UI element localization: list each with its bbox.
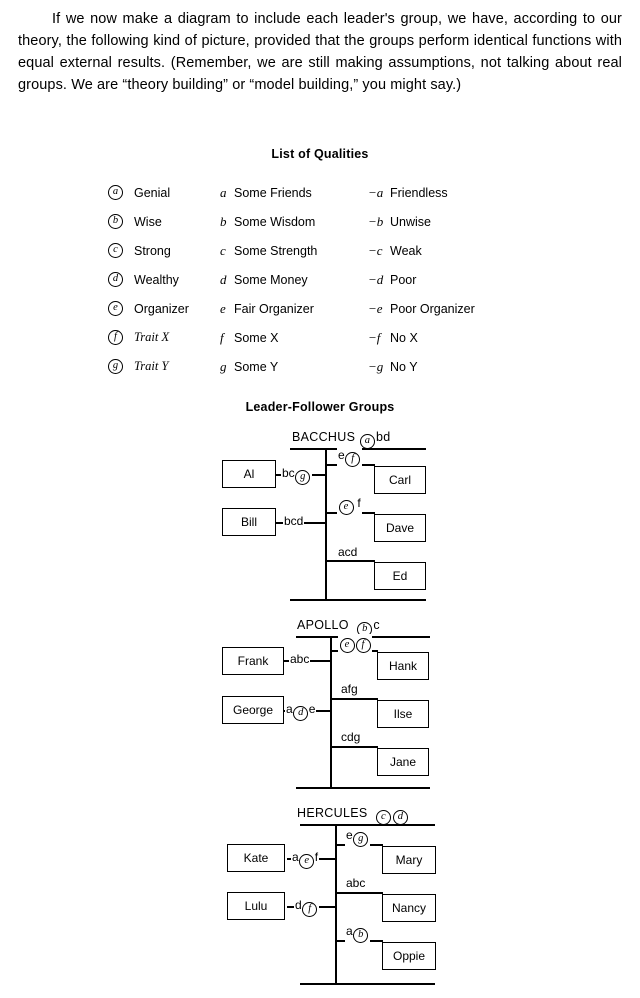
edge-label: acd xyxy=(338,545,358,559)
qualities-cell-positive xyxy=(220,243,368,259)
member-box: Bill xyxy=(222,508,276,536)
qualities-cell-circle xyxy=(108,214,220,229)
member-box: George xyxy=(222,696,284,724)
circled-letter-icon: b xyxy=(357,622,372,637)
edge-code-plain-2: e xyxy=(308,702,316,716)
qualities-trait-label: Genial xyxy=(134,185,171,200)
qualities-cell-negative xyxy=(368,243,528,259)
qualities-cell-negative xyxy=(368,359,528,375)
quality-negative-letter: −a xyxy=(368,184,384,200)
quality-negative-letter: −c xyxy=(368,242,383,258)
circled-letter-icon: g xyxy=(108,359,123,374)
edge-code-plain: bc xyxy=(282,466,295,480)
quality-negative-label: Poor xyxy=(390,272,417,287)
qualities-table xyxy=(108,178,538,381)
qualities-cell-circle xyxy=(108,243,220,258)
group-diagram-hercules xyxy=(0,806,640,986)
member-box: Jane xyxy=(377,748,429,776)
spine-line xyxy=(330,636,332,788)
groups-heading: Leader-Follower Groups xyxy=(245,400,395,414)
member-box: Nancy xyxy=(382,894,436,922)
qualities-cell-positive xyxy=(220,214,368,230)
quality-letter: f xyxy=(220,329,224,345)
group-diagram-bacchus xyxy=(0,430,640,600)
quality-letter: e xyxy=(220,300,226,316)
circled-letter-icon: c xyxy=(376,810,391,825)
edge-code-plain: d xyxy=(295,898,302,912)
qualities-row xyxy=(108,207,538,236)
qualities-cell-negative xyxy=(368,185,528,201)
qualities-trait-label: Wise xyxy=(134,214,162,229)
group-code-plain: bd xyxy=(376,430,391,444)
circled-letter-icon: f xyxy=(345,452,360,467)
edge-code-plain-2: f xyxy=(314,850,319,864)
member-box: Ed xyxy=(374,562,426,590)
quality-negative-letter: −b xyxy=(368,213,384,229)
spine-line xyxy=(335,824,337,984)
qualities-cell-positive xyxy=(220,301,368,317)
quality-negative-label: Unwise xyxy=(390,214,431,229)
quality-negative-label: No X xyxy=(390,330,418,345)
quality-positive-label: Fair Organizer xyxy=(234,301,314,316)
quality-letter: g xyxy=(220,358,227,374)
group-name: APOLLO xyxy=(297,618,349,632)
qualities-row xyxy=(108,265,538,294)
quality-letter: d xyxy=(220,271,227,287)
qualities-cell-circle xyxy=(108,301,220,316)
edge-label xyxy=(345,828,370,847)
circled-letter-icon: a xyxy=(360,434,375,449)
qualities-cell-positive xyxy=(220,359,368,375)
spine-line xyxy=(325,448,327,600)
circled-letter-icon: b xyxy=(353,928,368,943)
quality-negative-label: Poor Organizer xyxy=(390,301,475,316)
qualities-trait-label: Strong xyxy=(134,243,171,258)
paragraph-text: If we now make a diagram to include each leader's group, we have, according to our theory, the following kind of picture, provided that the groups perform identical functions with equal external results. (Remember, we are still making assumptions, not talking about real groups. We are “theory building” or “model building,” you might say.) xyxy=(18,11,622,93)
edge-label: bcd xyxy=(284,514,304,528)
circled-letter-icon: d xyxy=(393,810,408,825)
branch-line xyxy=(330,746,378,748)
member-box: Mary xyxy=(382,846,436,874)
edge-label: abc xyxy=(290,652,310,666)
qualities-cell-positive xyxy=(220,272,368,288)
group-title xyxy=(292,430,391,449)
circled-letter-icon: g xyxy=(353,832,368,847)
qualities-cell-circle xyxy=(108,185,220,200)
circled-letter-icon: f xyxy=(108,330,123,345)
circled-letter-icon: e xyxy=(108,301,123,316)
circled-letter-icon: e xyxy=(299,854,314,869)
bottom-rule xyxy=(296,787,430,789)
quality-negative-label: No Y xyxy=(390,359,418,374)
intro-paragraph xyxy=(18,8,622,96)
qualities-heading: List of Qualities xyxy=(271,147,369,161)
qualities-trait-label: Organizer xyxy=(134,301,189,316)
edge-label xyxy=(337,496,362,515)
circled-letter-icon: f xyxy=(356,638,371,653)
quality-positive-label: Some Money xyxy=(234,272,308,287)
group-diagram-apollo xyxy=(0,618,640,788)
qualities-trait-label: Trait X xyxy=(134,330,170,344)
member-box: Al xyxy=(222,460,276,488)
edge-label xyxy=(338,634,372,653)
edge-code-plain: e xyxy=(338,448,345,462)
qualities-row xyxy=(108,294,538,323)
group-title xyxy=(297,806,409,825)
group-name: HERCULES xyxy=(297,806,368,820)
qualities-cell-positive xyxy=(220,330,368,346)
branch-line xyxy=(335,892,383,894)
qualities-row xyxy=(108,323,538,352)
edge-code-plain: e xyxy=(346,828,353,842)
circled-letter-icon: e xyxy=(340,638,355,653)
quality-positive-label: Some Friends xyxy=(234,185,312,200)
circled-letter-icon: e xyxy=(339,500,354,515)
edge-label: cdg xyxy=(341,730,361,744)
quality-letter: c xyxy=(220,242,226,258)
quality-letter: a xyxy=(220,184,227,200)
quality-positive-label: Some Strength xyxy=(234,243,318,258)
qualities-cell-negative xyxy=(368,214,528,230)
edge-label xyxy=(337,448,362,467)
quality-negative-letter: −e xyxy=(368,300,383,316)
bottom-rule xyxy=(300,983,435,985)
qualities-cell-negative xyxy=(368,272,528,288)
circled-letter-icon: c xyxy=(108,243,123,258)
quality-positive-label: Some Y xyxy=(234,359,279,374)
edge-label xyxy=(285,702,316,721)
member-box: Kate xyxy=(227,844,285,872)
qualities-cell-circle xyxy=(108,272,220,287)
qualities-cell-negative xyxy=(368,330,528,346)
member-box: Frank xyxy=(222,647,284,675)
quality-positive-label: Some X xyxy=(234,330,279,345)
qualities-trait-label: Trait Y xyxy=(134,359,169,373)
member-box: Oppie xyxy=(382,942,436,970)
edge-code-plain: f xyxy=(357,496,361,510)
edge-label xyxy=(345,924,370,943)
qualities-cell-circle xyxy=(108,359,220,374)
edge-label: afg xyxy=(341,682,358,696)
circled-letter-icon: d xyxy=(293,706,308,721)
edge-code-plain: a xyxy=(292,850,299,864)
member-box: Ilse xyxy=(377,700,429,728)
circled-letter-icon: f xyxy=(302,902,317,917)
quality-negative-label: Weak xyxy=(390,243,422,258)
qualities-cell-negative xyxy=(368,301,528,317)
member-box: Dave xyxy=(374,514,426,542)
qualities-cell-circle xyxy=(108,330,220,345)
qualities-row xyxy=(108,352,538,381)
edge-label xyxy=(294,898,319,917)
bottom-rule xyxy=(290,599,426,601)
branch-line xyxy=(325,560,375,562)
quality-negative-letter: −g xyxy=(368,358,384,374)
edge-label xyxy=(281,466,312,485)
branch-line xyxy=(330,698,378,700)
circled-letter-icon: b xyxy=(108,214,123,229)
quality-negative-letter: −d xyxy=(368,271,384,287)
quality-negative-letter: −f xyxy=(368,329,381,345)
quality-positive-label: Some Wisdom xyxy=(234,214,316,229)
top-rule xyxy=(300,824,435,826)
circled-letter-icon: g xyxy=(295,470,310,485)
member-box: Carl xyxy=(374,466,426,494)
quality-letter: b xyxy=(220,213,227,229)
member-box: Lulu xyxy=(227,892,285,920)
edge-code-plain: a xyxy=(346,924,353,938)
qualities-row xyxy=(108,178,538,207)
qualities-trait-label: Wealthy xyxy=(134,272,179,287)
edge-label xyxy=(291,850,319,869)
circled-letter-icon: a xyxy=(108,185,123,200)
qualities-row xyxy=(108,236,538,265)
circled-letter-icon: d xyxy=(108,272,123,287)
edge-code-plain: a xyxy=(286,702,293,716)
member-box: Hank xyxy=(377,652,429,680)
edge-label: abc xyxy=(346,876,366,890)
quality-negative-label: Friendless xyxy=(390,185,448,200)
group-name: BACCHUS xyxy=(292,430,356,444)
qualities-cell-positive xyxy=(220,185,368,201)
group-code-plain: c xyxy=(373,618,380,632)
